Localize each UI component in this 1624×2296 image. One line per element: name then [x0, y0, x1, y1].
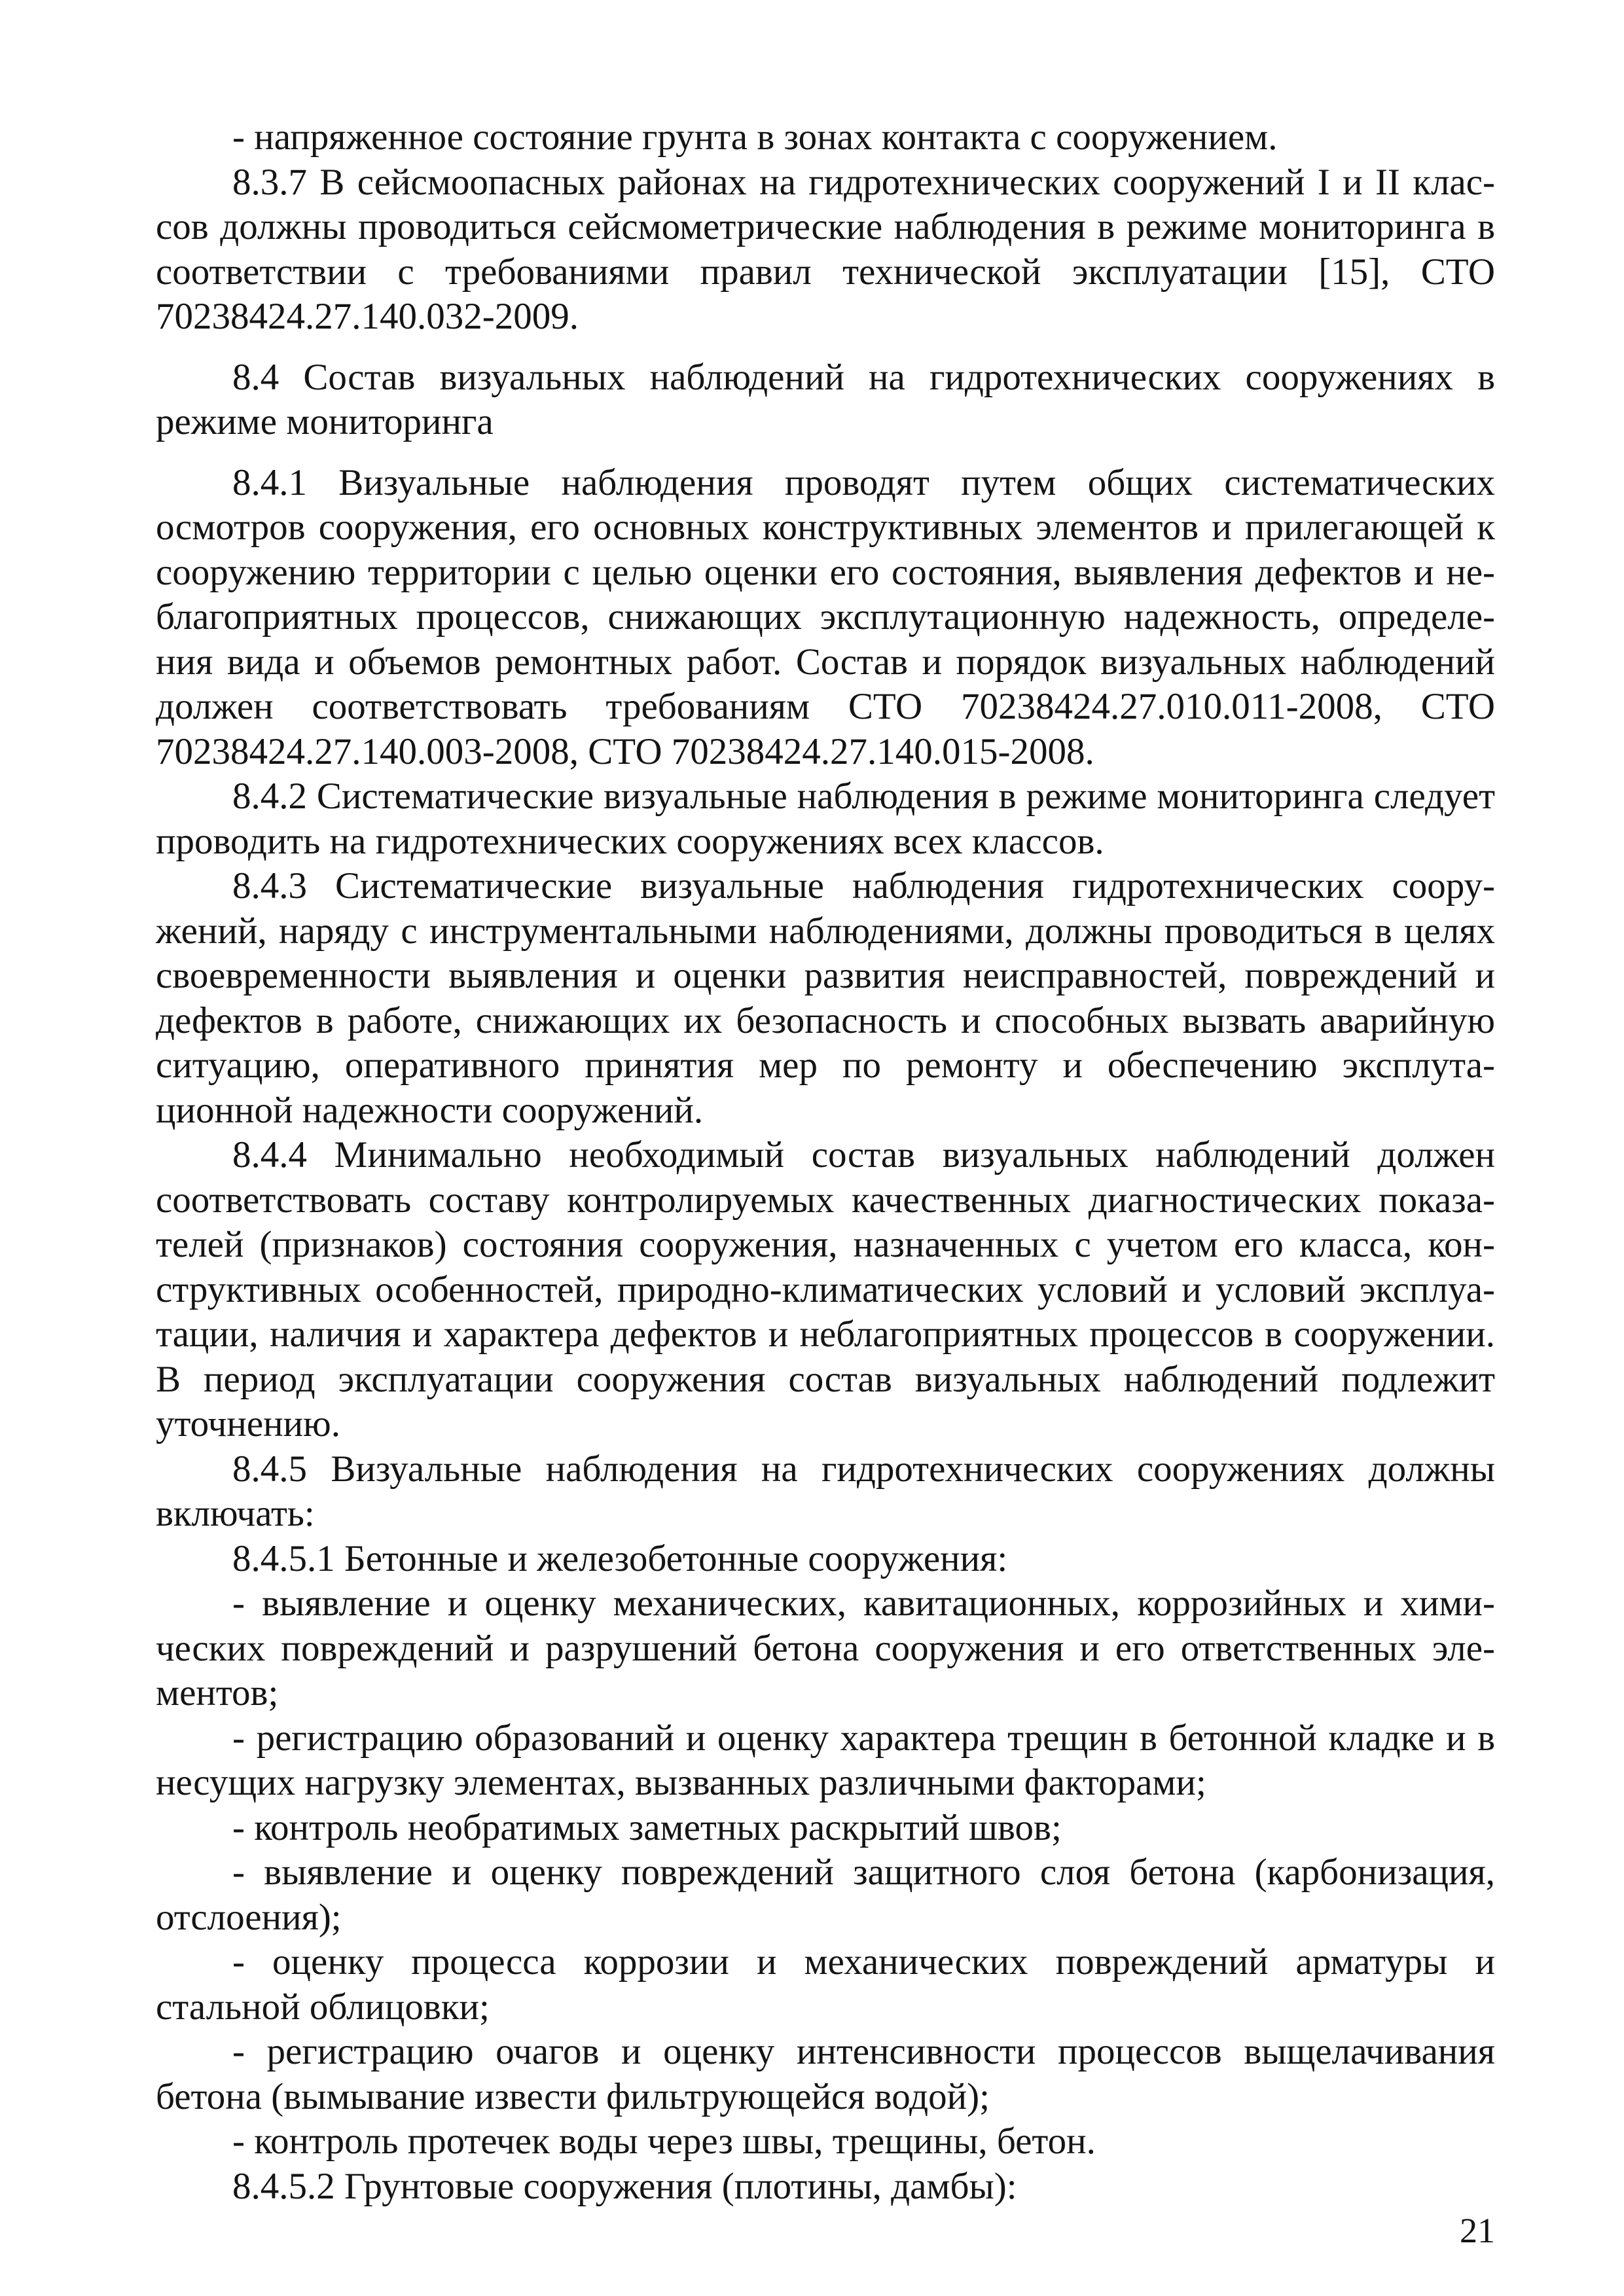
list-item-corrosion: - оценку процесса коррозии и механических повреждений арматуры и стальной облицовки;: [156, 1941, 1495, 2028]
subheading-8-4-5-2: 8.4.5.2 Грунтовые сооружения (плотины, дамбы):: [232, 2165, 1017, 2207]
paragraph-8-4-5: 8.4.5 Визуальные наблюдения на гидротехнических сооружениях должны включать:: [156, 1448, 1495, 1534]
list-item-protective-layer: - выявление и оценку повреждений защитного слоя бетона (карбонизация, отслоения);: [156, 1852, 1495, 1938]
list-item-damage-detection: - выявление и оценку механических, кавитационных, коррозийных и химических повреждений и разрушений бетона сооружения и его ответственных элементов;: [156, 1583, 1495, 1713]
list-item-stress-state: - напряженное состояние грунта в зонах контакта с сооружением.: [232, 117, 1278, 158]
list-item-crack-registration: - регистрацию образований и оценку характера трещин в бетонной кладке и в несущих нагрузку элементах, вызванных различными факторами;: [156, 1717, 1495, 1803]
list-item-leaching: - регистрацию очагов и оценку интенсивности процессов выщелачивания бетона (вымывание извести фильтрующейся водой);: [156, 2031, 1495, 2117]
list-item-joint-control: - контроль необратимых заметных раскрытий швов;: [232, 1806, 1062, 1848]
subheading-8-4-5-1: 8.4.5.1 Бетонные и железобетонные сооружения:: [232, 1537, 1008, 1579]
document-body: [156, 115, 1495, 2209]
section-heading-8-4: 8.4 Состав визуальных наблюдений на гидротехнических сооружениях в режиме мониторинга: [156, 356, 1495, 442]
paragraph-8-4-4: 8.4.4 Минимально необходимый состав визуальных наблюдений должен соответствовать составу контролируемых качественных диагностических показателей (признаков) состояния сооружения, назначенных с учетом его класса, конструктивных особенностей, природно-климатических условий и условий эксплуатации, наличия и характера дефектов и неблагоприятных процессов в сооружении. В период эксплуатации сооружения состав визуальных наблюдений подлежит уточнению.: [156, 1134, 1495, 1444]
paragraph-8-4-2: 8.4.2 Систематические визуальные наблюдения в режиме мониторинга следует проводить на гидротехнических сооружениях всех классов.: [156, 776, 1495, 862]
paragraph-8-4-1: 8.4.1 Визуальные наблюдения проводят путем общих систематических осмотров сооружения, его основных конструктивных элементов и прилегающей к сооружению территории с целью оценки его состояния, выявления дефектов и неблагоприятных процессов, снижающих эксплутационную надежность, определения вида и объемов ремонтных работ. Состав и порядок визуальных наблюдений должен соответствовать требованиям СТО 70238424.27.010.011-2008, СТО 70238424.27.140.003-2008, СТО 70238424.27.140.015-2008.: [156, 461, 1495, 772]
page-number: 21: [1460, 2211, 1495, 2250]
paragraph-8-3-7: 8.3.7 В сейсмоопасных районах на гидротехнических сооружений I и II классов должны проводиться сейсмометрические наблюдения в режиме мониторинга в соответствии с требованиями правил технической эксплуатации [15], СТО 70238424.27.140.032-2009.: [156, 161, 1495, 337]
list-item-leak-control: - контроль протечек воды через швы, трещины, бетон.: [232, 2121, 1096, 2162]
paragraph-8-4-3: 8.4.3 Систематические визуальные наблюдения гидротехнических сооружений, наряду с инструментальными наблюдениями, должны проводиться в целях своевременности выявления и оценки развития неисправностей, повреждений и дефектов в работе, снижающих их безопасность и способных вызвать аварийную ситуацию, оперативного принятия мер по ремонту и обеспечению эксплутационной надежности сооружений.: [156, 865, 1495, 1131]
